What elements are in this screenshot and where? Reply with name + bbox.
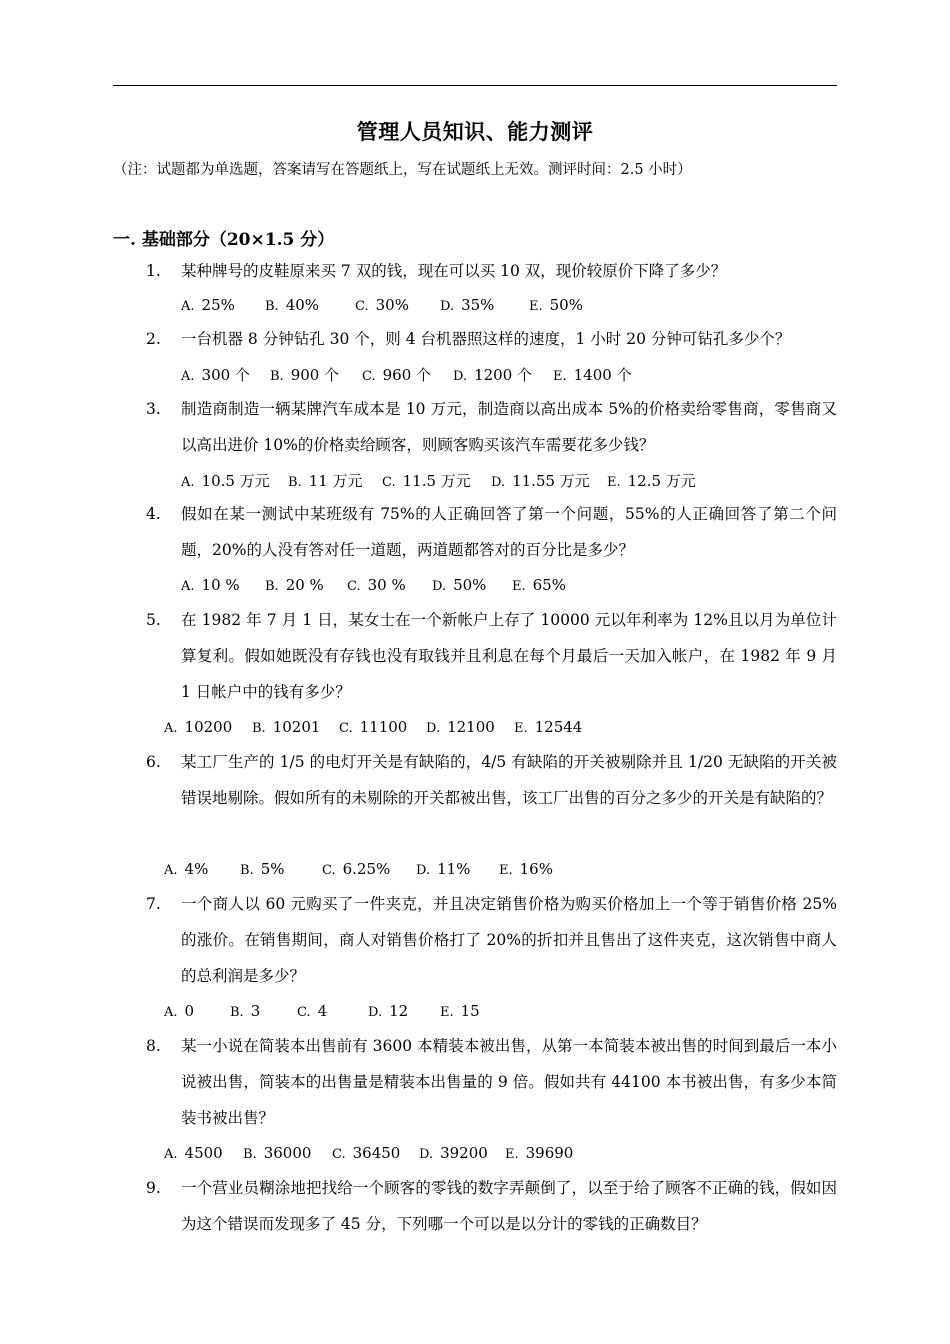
option-d: D. 12 [368, 1002, 409, 1020]
option-a: A. 10.5 万元 [181, 472, 270, 490]
question-number: 3. [146, 400, 161, 418]
option-c: C. 30 % [347, 576, 406, 594]
question-text: 某工厂生产的 1/5 的电灯开关是有缺陷的，4/5 有缺陷的开关被剔除并且 1/20 无缺陷的开关被错误地剔除。假如所有的未剔除的开关都被出售，该工厂出售的百分之多少的开关是有缺陷的？ [181, 753, 837, 807]
option-b: B. 36000 [243, 1144, 312, 1162]
option-e: E. 65% [512, 576, 566, 594]
option-e: E. 39690 [505, 1144, 574, 1162]
option-c: C. 36450 [332, 1144, 401, 1162]
option-d: D. 11% [416, 860, 471, 878]
option-e: E. 12.5 万元 [607, 472, 696, 490]
question-number: 6. [146, 753, 161, 771]
question-number: 1. [146, 262, 161, 280]
option-c: C. 960 个 [362, 366, 432, 384]
section-heading: 一. 基础部分（20×1.5 分） [113, 230, 335, 250]
question-number: 7. [146, 895, 161, 913]
option-b: B. 3 [230, 1002, 261, 1020]
option-b: B. 5% [240, 860, 285, 878]
option-c: C. 6.25% [322, 860, 391, 878]
option-e: E. 50% [529, 296, 583, 314]
option-a: A. 0 [164, 1002, 195, 1020]
option-c: C. 11.5 万元 [382, 472, 471, 490]
option-d: D. 39200 [419, 1144, 488, 1162]
option-d: D. 35% [440, 296, 495, 314]
question-text: 假如在某一测试中某班级有 75%的人正确回答了第一个问题，55%的人正确回答了第二个问题，20%的人没有答对任一道题，两道题都答对的百分比是多少？ [181, 505, 837, 559]
question-text: 某一小说在简装本出售前有 3600 本精装本被出售，从第一本简装本被出售的时间到最后一本小说被出售，简装本的出售量是精装本出售量的 9 倍。假如共有 44100 本书被出售，有多少本简装书被出售？ [181, 1037, 837, 1127]
option-e: E. 16% [499, 860, 553, 878]
question-text: 制造商制造一辆某牌汽车成本是 10 万元，制造商以高出成本 5%的价格卖给零售商，零售商又以高出进价 10%的价格卖给顾客，则顾客购买该汽车需要花多少钱？ [181, 400, 837, 454]
question-text: 在 1982 年 7 月 1 日，某女士在一个新帐户上存了 10000 元以年利率为 12%且以月为单位计算复利。假如她既没有存钱也没有取钱并且利息在每个月最后一天加入帐户，在 1982 年 9 月 1 日帐户中的钱有多少？ [181, 611, 837, 701]
option-b: B. 10201 [252, 718, 321, 736]
question-text: 某种牌号的皮鞋原来买 7 双的钱，现在可以买 10 双，现价较原价下降了多少？ [181, 262, 727, 280]
option-e: E. 1400 个 [553, 366, 632, 384]
question-number: 4. [146, 505, 161, 523]
option-b: B. 900 个 [270, 366, 340, 384]
option-d: D. 50% [432, 576, 487, 594]
question-text: 一个营业员糊涂地把找给一个顾客的零钱的数字弄颠倒了，以至于给了顾客不正确的钱，假如因为这个错误而发现多了 45 分，下列哪一个可以是以分计的零钱的正确数目？ [181, 1179, 837, 1233]
question-text: 一台机器 8 分钟钻孔 30 个，则 4 台机器照这样的速度，1 小时 20 分钟可钻孔多少个？ [181, 330, 791, 348]
page-title: 管理人员知识、能力测评 [356, 119, 594, 144]
question-number: 8. [146, 1037, 161, 1055]
option-c: C. 30% [355, 296, 409, 314]
option-c: C. 11100 [339, 718, 408, 736]
question-number: 2. [146, 330, 161, 348]
option-d: D. 12100 [426, 718, 495, 736]
option-a: A. 10 % [181, 576, 240, 594]
option-d: D. 11.55 万元 [491, 472, 590, 490]
option-c: C. 4 [297, 1002, 328, 1020]
option-a: A. 300 个 [181, 366, 250, 384]
option-b: B. 40% [265, 296, 320, 314]
option-e: E. 15 [440, 1002, 480, 1020]
question-number: 5. [146, 611, 161, 629]
option-d: D. 1200 个 [453, 366, 533, 384]
question-text: 一个商人以 60 元购买了一件夹克，并且决定销售价格为购买价格加上一个等于销售价格 25%的涨价。在销售期间，商人对销售价格打了 20%的折扣并且售出了这件夹克，这次销售中商人的总利润是多少？ [181, 895, 837, 985]
option-a: A. 4% [164, 860, 209, 878]
option-a: A. 25% [181, 296, 235, 314]
option-b: B. 11 万元 [288, 472, 363, 490]
header-rule [113, 85, 837, 86]
option-e: E. 12544 [514, 718, 583, 736]
option-a: A. 4500 [164, 1144, 223, 1162]
option-b: B. 20 % [265, 576, 324, 594]
instructions-note: （注：试题都为单选题，答案请写在答题纸上，写在试题纸上无效。测评时间：2.5 小时） [113, 162, 692, 178]
option-a: A. 10200 [164, 718, 233, 736]
question-number: 9. [146, 1179, 161, 1197]
